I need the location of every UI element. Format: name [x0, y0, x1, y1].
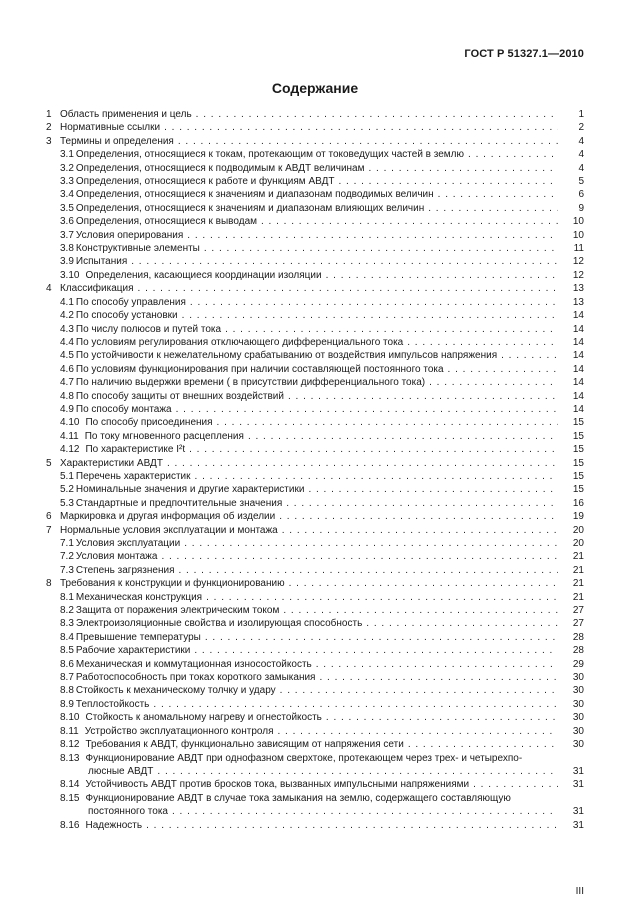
- leader-dots: [190, 644, 558, 657]
- toc-entry-number: 7.1: [60, 538, 74, 549]
- toc-entry-number: 4.10: [60, 417, 80, 429]
- toc-entry-page: 14: [572, 350, 584, 362]
- toc-entry-title: По способу защиты от внешних воздействий: [75, 390, 284, 402]
- toc-entry-title: Номинальные значения и другие характеристики: [75, 484, 305, 496]
- leader-dots: [192, 108, 558, 121]
- toc-entry-title: Рабочие характеристики: [75, 645, 191, 657]
- toc-entry-title: Перечень характеристик: [75, 470, 191, 482]
- leader-dots: [200, 242, 558, 255]
- toc-entry[interactable]: [46, 135, 584, 148]
- toc-entry-number: 8.4: [60, 631, 74, 643]
- toc-entry-title: Электроизоляционные свойства и изолирующая способность: [75, 618, 363, 630]
- toc-entry[interactable]: [46, 631, 584, 644]
- toc-entry[interactable]: [46, 698, 584, 711]
- toc-entry-number: 8.1: [60, 591, 74, 603]
- toc-entry-number: 3: [46, 135, 52, 147]
- toc-entry-title: Стойкость к механическому толчку и удару: [75, 685, 276, 697]
- toc-entry-number: 8.14: [60, 779, 80, 791]
- leader-dots: [444, 363, 558, 376]
- leader-dots: [315, 671, 558, 684]
- toc-entry-title: Испытания: [75, 256, 128, 268]
- leader-dots: [153, 765, 558, 778]
- toc-entry-number: 8.7: [60, 672, 74, 684]
- toc-entry-page: 31: [572, 765, 584, 777]
- toc-entry-number: 3.3: [60, 176, 74, 188]
- leader-dots: [404, 738, 558, 751]
- leader-dots: [201, 631, 558, 644]
- toc-entry-title: Определения, относящиеся к подводимым к АВДТ величинам: [75, 162, 365, 174]
- toc-entry-number: 5.2: [60, 484, 74, 496]
- toc-entry-title: Нормальные условия эксплуатации и монтажа: [60, 524, 278, 536]
- toc-entry-number: 8.15: [60, 792, 80, 804]
- toc-entry[interactable]: [46, 617, 584, 630]
- toc-entry-title-continued: люсные АВДТ: [88, 765, 154, 777]
- toc-entry-number: 3.6: [60, 216, 74, 228]
- toc-entry[interactable]: [46, 296, 584, 309]
- toc-entry-page: 21: [572, 591, 584, 603]
- toc-entry-page: 14: [572, 323, 584, 335]
- toc-entry-page: 30: [572, 685, 584, 697]
- toc-entry[interactable]: [46, 778, 584, 791]
- leader-dots: [221, 323, 558, 336]
- leader-dots: [149, 698, 558, 711]
- toc-entry-title: Термины и определения: [60, 135, 174, 147]
- document-code: ГОСТ Р 51327.1—2010: [464, 48, 584, 60]
- toc-entry[interactable]: [46, 215, 584, 228]
- toc-entry[interactable]: [46, 591, 584, 604]
- toc-entry-number: 4.5: [60, 350, 74, 362]
- toc-entry-page: 12: [572, 256, 584, 268]
- toc-entry-title: Определения, относящиеся к токам, протекающим от токоведущих частей в землю: [75, 149, 465, 161]
- toc-entry-title: По способу установки: [75, 310, 178, 322]
- toc-entry-title: Определения, относящиеся к выводам: [75, 216, 257, 228]
- leader-dots: [191, 470, 558, 483]
- toc-entry-title: Условия монтажа: [75, 551, 158, 563]
- toc-entry-number: 3.7: [60, 229, 74, 241]
- toc-entry-title: Требования к АВДТ, функционально зависящим от напряжения сети: [85, 739, 404, 751]
- toc-entry-title: По наличию выдержки времени ( в присутствии дифференциального тока): [75, 377, 426, 389]
- toc-entry-page: 31: [572, 779, 584, 791]
- leader-dots: [163, 457, 558, 470]
- toc-entry-page: 20: [572, 538, 584, 549]
- toc-entry-page: 30: [572, 725, 584, 737]
- toc-entry-page: 10: [572, 216, 584, 228]
- toc-entry-page: 14: [572, 377, 584, 389]
- toc-entry-title: По условиям функционирования при наличии составляющей постоянного тока: [75, 363, 444, 375]
- toc-entry[interactable]: [46, 323, 584, 336]
- toc-entry-number: 7.3: [60, 564, 74, 576]
- leader-dots: [464, 148, 558, 161]
- toc-entry[interactable]: [46, 390, 584, 403]
- toc-entry-page: 31: [572, 819, 584, 831]
- toc-entry[interactable]: [46, 430, 584, 443]
- toc-entry-page: 27: [572, 618, 584, 630]
- toc-entry-title: Надежность: [85, 819, 143, 831]
- toc-entry[interactable]: [46, 363, 584, 376]
- leader-dots: [285, 577, 558, 590]
- toc-entry[interactable]: [46, 202, 584, 215]
- toc-entry-number: 2: [46, 122, 52, 134]
- leader-dots: [202, 591, 558, 604]
- toc-entry-title: Конструктивные элементы: [75, 243, 200, 255]
- leader-dots: [160, 121, 558, 134]
- toc-entry-page: 19: [572, 511, 584, 523]
- toc-entry-page: 12: [572, 269, 584, 281]
- toc-entry-number: 1: [46, 109, 52, 120]
- leader-dots: [174, 135, 558, 148]
- toc-entry-page: 30: [572, 739, 584, 751]
- toc-entry-title: Область применения и цель: [60, 109, 192, 120]
- leader-dots: [304, 483, 558, 496]
- toc-entry-title: По устойчивости к нежелательному срабатыванию от воздействия импульсов напряжения: [75, 350, 498, 362]
- toc-entry-number: 4: [46, 283, 52, 295]
- leader-dots: [180, 537, 558, 550]
- toc-entry-page: 30: [572, 698, 584, 710]
- toc-entry-title: Нормативные ссылки: [60, 122, 161, 134]
- page-number: III: [575, 886, 584, 897]
- leader-dots: [186, 296, 558, 309]
- toc-entry[interactable]: [46, 711, 584, 724]
- toc-entry-number: 3.8: [60, 243, 74, 255]
- toc-entry-page: 5: [578, 176, 584, 188]
- toc-entry-number: 4.4: [60, 336, 74, 348]
- toc-entry-page: 4: [578, 135, 584, 147]
- leader-dots: [142, 819, 558, 832]
- leader-dots: [244, 430, 558, 443]
- toc-entry-number: 4.6: [60, 363, 74, 375]
- toc-entry-title: По характеристике I²t: [85, 444, 186, 456]
- toc-entry-number: 8.10: [60, 712, 80, 724]
- toc-entry[interactable]: [46, 443, 584, 456]
- toc-entry[interactable]: [46, 564, 584, 577]
- toc-entry-title: Защита от поражения электрическим током: [75, 605, 280, 617]
- toc-entry-page: 4: [578, 162, 584, 174]
- toc-entry-page: 15: [572, 457, 584, 469]
- toc-entry-title: По току мгновенного расцепления: [84, 430, 244, 442]
- toc-entry[interactable]: [46, 644, 584, 657]
- toc-entry-number: 8.2: [60, 605, 74, 617]
- toc-entry-page: 15: [572, 470, 584, 482]
- toc-entry-title: Степень загрязнения: [75, 564, 175, 576]
- toc-entry-title: Превышение температуры: [75, 631, 201, 643]
- leader-dots: [257, 215, 558, 228]
- toc-entry-title: По способу монтажа: [75, 403, 172, 415]
- leader-dots: [322, 711, 558, 724]
- toc-entry-page: 29: [572, 658, 584, 670]
- toc-entry-page: 27: [572, 605, 584, 617]
- toc-entry-page: 15: [572, 430, 584, 442]
- leader-dots: [434, 188, 558, 201]
- toc-entry-number: 8.9: [60, 698, 74, 710]
- toc-entry-title: По способу управления: [75, 296, 186, 308]
- leader-dots: [469, 778, 558, 791]
- toc-entry-title: Стандартные и предпочтительные значения: [75, 497, 283, 509]
- toc-entry[interactable]: [46, 108, 584, 121]
- toc-entry-page: 11: [573, 243, 584, 255]
- leader-dots: [172, 403, 558, 416]
- toc-entry[interactable]: [46, 282, 584, 295]
- toc-entry[interactable]: [46, 162, 584, 175]
- toc-entry-title: Классификация: [60, 283, 134, 295]
- toc-entry-title: Устойчивость АВДТ против бросков тока, вызванных импульсными напряжениями: [85, 779, 470, 791]
- toc-entry-number: 3.9: [60, 256, 74, 268]
- toc-entry[interactable]: [46, 671, 584, 684]
- toc-entry-number: 3.2: [60, 162, 74, 174]
- toc-entry-page: 14: [572, 363, 584, 375]
- leader-dots: [362, 617, 558, 630]
- toc-entry-title: Определения, относящиеся к работе и функциям АВДТ: [75, 176, 335, 188]
- toc-entry-number: 8.3: [60, 618, 74, 630]
- toc-entry[interactable]: [46, 510, 584, 523]
- leader-dots: [178, 309, 558, 322]
- leader-dots: [322, 269, 558, 282]
- toc-entry[interactable]: [46, 349, 584, 362]
- toc-entry-page: 1: [578, 109, 584, 120]
- toc-entry-number: 8.16: [60, 819, 80, 831]
- toc-entry-number: 4.2: [60, 310, 74, 322]
- leader-dots: [185, 443, 558, 456]
- toc-entry-number: 4.8: [60, 390, 74, 402]
- toc-entry[interactable]: [46, 309, 584, 322]
- toc-entry-page: 4: [578, 149, 584, 161]
- toc-entry-page: 30: [572, 712, 584, 724]
- leader-dots: [134, 282, 558, 295]
- toc-entry-page: 15: [572, 417, 584, 429]
- toc-entry-title: По способу присоединения: [85, 417, 213, 429]
- toc-entry-number: 4.1: [60, 296, 74, 308]
- leader-dots: [312, 658, 558, 671]
- toc-entry-page: 16: [572, 497, 584, 509]
- toc-entry-number: 8.11: [60, 725, 79, 737]
- toc-entry[interactable]: [46, 819, 584, 832]
- toc-entry-number: 5.3: [60, 497, 74, 509]
- toc-entry-number: 3.1: [60, 149, 74, 161]
- toc-entry-page: 31: [572, 806, 584, 818]
- toc-entry[interactable]: [46, 376, 584, 389]
- toc-entry-number: 4.9: [60, 403, 74, 415]
- toc-entry-title: Функционирование АВДТ при однофазном сверхтоке, протекающем через трех- и четырехпо-: [85, 752, 523, 764]
- toc-entry[interactable]: [46, 403, 584, 416]
- toc-entry-title: Требования к конструкции и функционированию: [60, 578, 285, 590]
- toc-entry-number: 5.1: [60, 470, 74, 482]
- toc-entry-title: Теплостойкость: [75, 698, 150, 710]
- leader-dots: [424, 202, 558, 215]
- toc-entry-page: 6: [578, 189, 584, 201]
- toc-entry-number: 8: [46, 578, 52, 590]
- leader-dots: [279, 604, 558, 617]
- toc-entry-number: 3.4: [60, 189, 74, 201]
- leader-dots: [273, 725, 558, 738]
- toc-entry[interactable]: [46, 242, 584, 255]
- toc-entry-number: 4.11: [60, 430, 79, 442]
- toc-entry-number: 8.6: [60, 658, 74, 670]
- toc-entry-page: 21: [572, 578, 584, 590]
- toc-entry-page: 30: [572, 672, 584, 684]
- toc-entry-page: 14: [572, 310, 584, 322]
- leader-dots: [425, 376, 558, 389]
- toc-entry[interactable]: [46, 269, 584, 282]
- toc-entry[interactable]: [46, 524, 584, 537]
- toc-entry[interactable]: [46, 792, 584, 819]
- toc-entry[interactable]: [46, 121, 584, 134]
- toc-entry[interactable]: [46, 175, 584, 188]
- leader-dots: [284, 390, 558, 403]
- toc-entry-number: 8.8: [60, 685, 74, 697]
- toc-entry-number: 4.12: [60, 444, 80, 456]
- toc-entry-page: 21: [572, 564, 584, 576]
- toc-entry[interactable]: [46, 336, 584, 349]
- toc-entry-title: Характеристики АВДТ: [60, 457, 163, 469]
- toc-entry-number: 8.5: [60, 645, 74, 657]
- toc-entry-page: 28: [572, 645, 584, 657]
- toc-entry[interactable]: [46, 188, 584, 201]
- leader-dots: [275, 510, 558, 523]
- table-of-contents: [46, 108, 584, 832]
- leader-dots: [365, 162, 559, 175]
- toc-entry-title: Работоспособность при токах короткого замыкания: [75, 672, 316, 684]
- leader-dots: [276, 684, 558, 697]
- toc-entry-page: 28: [572, 631, 584, 643]
- toc-entry-title: Условия эксплуатации: [75, 538, 181, 549]
- toc-entry[interactable]: [46, 229, 584, 242]
- toc-entry[interactable]: [46, 483, 584, 496]
- toc-entry-number: 6: [46, 511, 52, 523]
- toc-entry-number: 8.12: [60, 739, 80, 751]
- toc-entry-title: Устройство эксплуатационного контроля: [84, 725, 274, 737]
- toc-entry[interactable]: [46, 577, 584, 590]
- toc-entry-title: Стойкость к аномальному нагреву и огнестойкость: [85, 712, 322, 724]
- toc-entry[interactable]: [46, 658, 584, 671]
- toc-entry-page: 9: [578, 202, 584, 214]
- toc-entry-page: 15: [572, 484, 584, 496]
- toc-entry-number: 3.10: [60, 269, 80, 281]
- toc-entry-number: 7.2: [60, 551, 74, 563]
- page-title: Содержание: [271, 80, 359, 96]
- toc-entry-title: Определения, касающиеся координации изоляции: [85, 269, 322, 281]
- toc-entry[interactable]: [46, 416, 584, 429]
- toc-entry[interactable]: [46, 738, 584, 751]
- leader-dots: [175, 564, 559, 577]
- leader-dots: [403, 336, 558, 349]
- toc-entry-number: 4.3: [60, 323, 74, 335]
- toc-entry-number: 3.5: [60, 202, 74, 214]
- toc-entry-page: 13: [572, 296, 584, 308]
- toc-entry[interactable]: [46, 725, 584, 738]
- toc-entry-title: Маркировка и другая информация об изделии: [60, 511, 276, 523]
- toc-entry[interactable]: [46, 752, 584, 779]
- toc-entry-title: По условиям регулирования отключающего дифференциального тока: [75, 336, 404, 348]
- toc-entry-number: 7: [46, 524, 52, 536]
- toc-entry-number: 5: [46, 457, 52, 469]
- toc-entry-title-continued: постоянного тока: [88, 806, 168, 818]
- toc-entry-title: Функционирование АВДТ в случае тока замыкания на землю, содержащего составляющую: [85, 792, 511, 804]
- leader-dots: [168, 805, 558, 818]
- toc-entry-page: 15: [572, 444, 584, 456]
- toc-entry-number: 4.7: [60, 377, 74, 389]
- leader-dots: [157, 550, 558, 563]
- toc-entry-page: 10: [572, 229, 584, 241]
- toc-entry-title: По числу полюсов и путей тока: [75, 323, 222, 335]
- toc-entry-title: Механическая конструкция: [75, 591, 203, 603]
- toc-entry-page: 14: [572, 403, 584, 415]
- toc-entry-page: 21: [572, 551, 584, 563]
- toc-entry-title: Определения, относящиеся к значениям и диапазонам влияющих величин: [75, 202, 425, 214]
- leader-dots: [282, 497, 558, 510]
- toc-entry[interactable]: [46, 537, 584, 550]
- toc-entry-title: Механическая и коммутационная износостойкость: [75, 658, 312, 670]
- toc-entry-title: Условия оперирования: [75, 229, 184, 241]
- toc-entry[interactable]: [46, 148, 584, 161]
- toc-entry[interactable]: [46, 550, 584, 563]
- toc-entry[interactable]: [46, 604, 584, 617]
- leader-dots: [278, 524, 558, 537]
- leader-dots: [183, 229, 558, 242]
- leader-dots: [334, 175, 558, 188]
- toc-entry-title: Определения, относящиеся к значениям и диапазонам подводимых величин: [75, 189, 434, 201]
- toc-entry-number: 8.13: [60, 752, 80, 764]
- toc-entry[interactable]: [46, 497, 584, 510]
- toc-entry-page: 20: [572, 524, 584, 536]
- toc-entry[interactable]: [46, 470, 584, 483]
- toc-entry-page: 14: [572, 336, 584, 348]
- toc-entry-page: 13: [572, 283, 584, 295]
- leader-dots: [497, 349, 558, 362]
- toc-entry-page: 2: [578, 122, 584, 134]
- toc-entry[interactable]: [46, 255, 584, 268]
- leader-dots: [127, 255, 558, 268]
- toc-entry-page: 14: [572, 390, 584, 402]
- toc-entry[interactable]: [46, 457, 584, 470]
- toc-entry[interactable]: [46, 684, 584, 697]
- leader-dots: [213, 416, 558, 429]
